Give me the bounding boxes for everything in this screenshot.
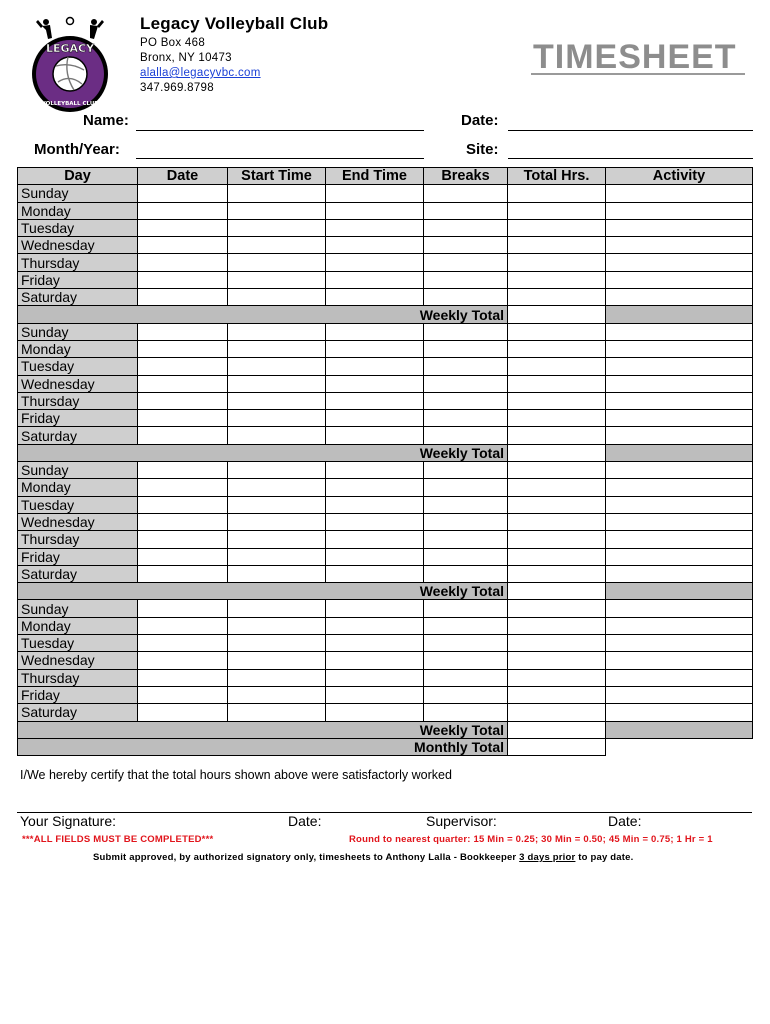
activity-cell[interactable] [606, 254, 753, 271]
start-time-cell[interactable] [228, 289, 326, 306]
date-cell[interactable] [138, 392, 228, 409]
breaks-cell[interactable] [424, 358, 508, 375]
day-cell: Thursday [18, 254, 138, 271]
table-row [18, 340, 753, 357]
breaks-cell[interactable] [424, 340, 508, 357]
site-label: Site: [466, 141, 499, 158]
weekly-total-label: Weekly Total [18, 583, 508, 600]
day-cell: Sunday [18, 462, 138, 479]
total-hrs-cell[interactable] [508, 669, 606, 686]
supervisor-date-label: Date: [608, 813, 642, 829]
activity-cell[interactable] [606, 479, 753, 496]
total-hrs-cell[interactable] [508, 531, 606, 548]
day-cell: Sunday [18, 323, 138, 340]
end-time-cell[interactable] [326, 237, 424, 254]
activity-cell[interactable] [606, 392, 753, 409]
club-logo [28, 16, 112, 116]
date-cell[interactable] [138, 219, 228, 236]
start-time-cell[interactable] [228, 686, 326, 703]
name-field[interactable] [136, 130, 424, 131]
weekly-total-label: Weekly Total [18, 306, 508, 323]
activity-cell[interactable] [606, 531, 753, 548]
date-cell[interactable] [138, 686, 228, 703]
end-time-cell[interactable] [326, 410, 424, 427]
certification-text: I/We hereby certify that the total hours shown above were satisfactorly worked [20, 768, 452, 782]
month-year-label: Month/Year: [34, 141, 120, 158]
submit-text-deadline: 3 days prior [519, 852, 576, 863]
date-cell[interactable] [138, 289, 228, 306]
start-time-cell[interactable] [228, 254, 326, 271]
breaks-cell[interactable] [424, 513, 508, 530]
weekly-total-hrs-cell[interactable] [508, 306, 606, 323]
end-time-cell[interactable] [326, 686, 424, 703]
end-time-cell[interactable] [326, 271, 424, 288]
date-cell[interactable] [138, 185, 228, 202]
total-hrs-cell[interactable] [508, 289, 606, 306]
date-cell[interactable] [138, 410, 228, 427]
day-cell: Friday [18, 686, 138, 703]
table-row [18, 254, 753, 271]
table-row [18, 600, 753, 617]
day-cell: Monday [18, 202, 138, 219]
title-underline [531, 73, 745, 75]
date-cell[interactable] [138, 340, 228, 357]
month-year-field[interactable] [136, 158, 424, 159]
end-time-cell[interactable] [326, 289, 424, 306]
breaks-cell[interactable] [424, 669, 508, 686]
breaks-cell[interactable] [424, 548, 508, 565]
total-hrs-cell[interactable] [508, 635, 606, 652]
table-row [18, 652, 753, 669]
start-time-cell[interactable] [228, 565, 326, 582]
table-row [18, 427, 753, 444]
weekly-total-row [18, 721, 753, 738]
end-time-cell[interactable] [326, 323, 424, 340]
day-cell: Monday [18, 479, 138, 496]
start-time-cell[interactable] [228, 600, 326, 617]
day-cell: Wednesday [18, 652, 138, 669]
submit-text-post: to pay date. [575, 852, 634, 863]
breaks-cell[interactable] [424, 686, 508, 703]
start-time-cell[interactable] [228, 410, 326, 427]
svg-text:VOLLEYBALL CLUB: VOLLEYBALL CLUB [41, 101, 99, 107]
start-time-cell[interactable] [228, 704, 326, 721]
date-cell[interactable] [138, 617, 228, 634]
day-cell: Friday [18, 271, 138, 288]
signature-date-label: Date: [288, 813, 322, 829]
date-label: Date: [461, 112, 499, 129]
total-hrs-cell[interactable] [508, 617, 606, 634]
date-cell[interactable] [138, 358, 228, 375]
start-time-cell[interactable] [228, 635, 326, 652]
start-time-cell[interactable] [228, 271, 326, 288]
activity-cell[interactable] [606, 427, 753, 444]
date-cell[interactable] [138, 237, 228, 254]
day-cell: Monday [18, 340, 138, 357]
table-row [18, 496, 753, 513]
total-hrs-cell[interactable] [508, 254, 606, 271]
start-time-cell[interactable] [228, 323, 326, 340]
day-cell: Tuesday [18, 358, 138, 375]
org-po-box: PO Box 468 [140, 37, 206, 49]
activity-cell[interactable] [606, 271, 753, 288]
activity-cell[interactable] [606, 462, 753, 479]
breaks-cell[interactable] [424, 392, 508, 409]
total-hrs-cell[interactable] [508, 219, 606, 236]
weekly-total-row [18, 306, 753, 323]
breaks-cell[interactable] [424, 185, 508, 202]
activity-cell[interactable] [606, 652, 753, 669]
breaks-cell[interactable] [424, 531, 508, 548]
weekly-total-activity-cell [606, 583, 753, 600]
breaks-cell[interactable] [424, 704, 508, 721]
total-hrs-cell[interactable] [508, 323, 606, 340]
submit-instructions [93, 852, 633, 863]
end-time-cell[interactable] [326, 462, 424, 479]
end-time-cell[interactable] [326, 340, 424, 357]
table-row [18, 185, 753, 202]
total-hrs-cell[interactable] [508, 479, 606, 496]
activity-cell[interactable] [606, 237, 753, 254]
activity-cell[interactable] [606, 669, 753, 686]
submit-text-pre: Submit approved, by authorized signatory only, timesheets to Anthony Lalla - Bookkeeper [93, 852, 520, 863]
end-time-cell[interactable] [326, 635, 424, 652]
day-cell: Saturday [18, 427, 138, 444]
weekly-total-hrs-cell[interactable] [508, 583, 606, 600]
table-row [18, 531, 753, 548]
activity-cell[interactable] [606, 704, 753, 721]
activity-cell[interactable] [606, 323, 753, 340]
weekly-total-label: Weekly Total [18, 444, 508, 461]
table-row [18, 237, 753, 254]
table-row [18, 462, 753, 479]
start-time-cell[interactable] [228, 496, 326, 513]
name-label: Name: [83, 112, 129, 129]
activity-cell[interactable] [606, 617, 753, 634]
end-time-cell[interactable] [326, 202, 424, 219]
weekly-total-activity-cell [606, 721, 753, 738]
monthly-total-label: Monthly Total [18, 738, 508, 755]
activity-cell[interactable] [606, 375, 753, 392]
end-time-cell[interactable] [326, 548, 424, 565]
col-header-end-time: End Time [326, 168, 424, 185]
activity-cell[interactable] [606, 635, 753, 652]
weekly-total-hrs-cell[interactable] [508, 721, 606, 738]
table-row [18, 202, 753, 219]
start-time-cell[interactable] [228, 185, 326, 202]
start-time-cell[interactable] [228, 548, 326, 565]
activity-cell[interactable] [606, 548, 753, 565]
weekly-total-activity-cell [606, 306, 753, 323]
date-cell[interactable] [138, 531, 228, 548]
end-time-cell[interactable] [326, 219, 424, 236]
day-cell: Wednesday [18, 237, 138, 254]
total-hrs-cell[interactable] [508, 652, 606, 669]
col-header-activity: Activity [606, 168, 753, 185]
end-time-cell[interactable] [326, 513, 424, 530]
breaks-cell[interactable] [424, 271, 508, 288]
day-cell: Thursday [18, 392, 138, 409]
day-cell: Sunday [18, 185, 138, 202]
table-row [18, 669, 753, 686]
start-time-cell[interactable] [228, 531, 326, 548]
col-header-start-time: Start Time [228, 168, 326, 185]
table-row [18, 271, 753, 288]
start-time-cell[interactable] [228, 375, 326, 392]
table-row [18, 617, 753, 634]
end-time-cell[interactable] [326, 427, 424, 444]
day-cell: Saturday [18, 565, 138, 582]
date-cell[interactable] [138, 323, 228, 340]
table-row [18, 635, 753, 652]
monthly-total-blank [606, 738, 753, 755]
col-header-day: Day [18, 168, 138, 185]
breaks-cell[interactable] [424, 202, 508, 219]
table-header-row [18, 168, 753, 185]
start-time-cell[interactable] [228, 462, 326, 479]
day-cell: Wednesday [18, 375, 138, 392]
org-email-link[interactable]: alalla@legacyvbc.com [140, 67, 261, 79]
all-fields-note: ***ALL FIELDS MUST BE COMPLETED*** [22, 834, 214, 845]
total-hrs-cell[interactable] [508, 513, 606, 530]
breaks-cell[interactable] [424, 410, 508, 427]
date-cell[interactable] [138, 704, 228, 721]
date-cell[interactable] [138, 254, 228, 271]
your-signature-label: Your Signature: [20, 813, 116, 829]
activity-cell[interactable] [606, 496, 753, 513]
day-cell: Wednesday [18, 513, 138, 530]
end-time-cell[interactable] [326, 600, 424, 617]
total-hrs-cell[interactable] [508, 462, 606, 479]
date-cell[interactable] [138, 652, 228, 669]
total-hrs-cell[interactable] [508, 496, 606, 513]
end-time-cell[interactable] [326, 704, 424, 721]
day-cell: Sunday [18, 600, 138, 617]
end-time-cell[interactable] [326, 565, 424, 582]
table-row [18, 392, 753, 409]
breaks-cell[interactable] [424, 565, 508, 582]
date-cell[interactable] [138, 548, 228, 565]
table-row [18, 323, 753, 340]
day-cell: Saturday [18, 704, 138, 721]
table-row [18, 513, 753, 530]
activity-cell[interactable] [606, 219, 753, 236]
start-time-cell[interactable] [228, 237, 326, 254]
org-phone: 347.969.8798 [140, 82, 214, 94]
end-time-cell[interactable] [326, 617, 424, 634]
date-cell[interactable] [138, 202, 228, 219]
start-time-cell[interactable] [228, 340, 326, 357]
col-header-total-hrs: Total Hrs. [508, 168, 606, 185]
signature-line[interactable] [17, 812, 752, 813]
activity-cell[interactable] [606, 340, 753, 357]
day-cell: Tuesday [18, 635, 138, 652]
day-cell: Tuesday [18, 219, 138, 236]
day-cell: Saturday [18, 289, 138, 306]
date-cell[interactable] [138, 669, 228, 686]
timesheet-title: TIMESHEET [533, 38, 737, 76]
end-time-cell[interactable] [326, 669, 424, 686]
end-time-cell[interactable] [326, 652, 424, 669]
total-hrs-cell[interactable] [508, 271, 606, 288]
start-time-cell[interactable] [228, 202, 326, 219]
breaks-cell[interactable] [424, 462, 508, 479]
end-time-cell[interactable] [326, 496, 424, 513]
date-cell[interactable] [138, 375, 228, 392]
total-hrs-cell[interactable] [508, 565, 606, 582]
activity-cell[interactable] [606, 600, 753, 617]
date-field[interactable] [508, 130, 753, 131]
breaks-cell[interactable] [424, 237, 508, 254]
day-cell: Friday [18, 410, 138, 427]
total-hrs-cell[interactable] [508, 340, 606, 357]
rounding-note: Round to nearest quarter: 15 Min = 0.25; 30 Min = 0.50; 45 Min = 0.75; 1 Hr = 1 [349, 834, 713, 845]
end-time-cell[interactable] [326, 375, 424, 392]
total-hrs-cell[interactable] [508, 358, 606, 375]
start-time-cell[interactable] [228, 617, 326, 634]
breaks-cell[interactable] [424, 254, 508, 271]
end-time-cell[interactable] [326, 254, 424, 271]
monthly-total-hrs-cell[interactable] [508, 738, 606, 755]
table-row [18, 548, 753, 565]
total-hrs-cell[interactable] [508, 202, 606, 219]
day-cell: Thursday [18, 531, 138, 548]
start-time-cell[interactable] [228, 652, 326, 669]
col-header-breaks: Breaks [424, 168, 508, 185]
start-time-cell[interactable] [228, 669, 326, 686]
breaks-cell[interactable] [424, 375, 508, 392]
breaks-cell[interactable] [424, 635, 508, 652]
total-hrs-cell[interactable] [508, 237, 606, 254]
org-city: Bronx, NY 10473 [140, 52, 232, 64]
end-time-cell[interactable] [326, 185, 424, 202]
breaks-cell[interactable] [424, 479, 508, 496]
end-time-cell[interactable] [326, 392, 424, 409]
table-row [18, 704, 753, 721]
weekly-total-activity-cell [606, 444, 753, 461]
date-cell[interactable] [138, 565, 228, 582]
org-name: Legacy Volleyball Club [140, 14, 329, 33]
weekly-total-hrs-cell[interactable] [508, 444, 606, 461]
end-time-cell[interactable] [326, 479, 424, 496]
table-row [18, 289, 753, 306]
day-cell: Thursday [18, 669, 138, 686]
total-hrs-cell[interactable] [508, 600, 606, 617]
activity-cell[interactable] [606, 185, 753, 202]
breaks-cell[interactable] [424, 600, 508, 617]
date-cell[interactable] [138, 462, 228, 479]
date-cell[interactable] [138, 513, 228, 530]
total-hrs-cell[interactable] [508, 185, 606, 202]
table-row [18, 565, 753, 582]
start-time-cell[interactable] [228, 392, 326, 409]
start-time-cell[interactable] [228, 479, 326, 496]
date-cell[interactable] [138, 271, 228, 288]
start-time-cell[interactable] [228, 219, 326, 236]
date-cell[interactable] [138, 479, 228, 496]
end-time-cell[interactable] [326, 531, 424, 548]
monthly-total-row [18, 738, 753, 755]
breaks-cell[interactable] [424, 496, 508, 513]
timesheet-table [17, 167, 753, 756]
date-cell[interactable] [138, 600, 228, 617]
table-row [18, 479, 753, 496]
table-row [18, 410, 753, 427]
end-time-cell[interactable] [326, 358, 424, 375]
day-cell: Tuesday [18, 496, 138, 513]
activity-cell[interactable] [606, 686, 753, 703]
col-header-date: Date [138, 168, 228, 185]
total-hrs-cell[interactable] [508, 392, 606, 409]
date-cell[interactable] [138, 427, 228, 444]
total-hrs-cell[interactable] [508, 410, 606, 427]
activity-cell[interactable] [606, 358, 753, 375]
breaks-cell[interactable] [424, 323, 508, 340]
weekly-total-row [18, 444, 753, 461]
table-row [18, 358, 753, 375]
total-hrs-cell[interactable] [508, 704, 606, 721]
breaks-cell[interactable] [424, 219, 508, 236]
breaks-cell[interactable] [424, 617, 508, 634]
table-row [18, 375, 753, 392]
activity-cell[interactable] [606, 410, 753, 427]
day-cell: Monday [18, 617, 138, 634]
table-row [18, 219, 753, 236]
total-hrs-cell[interactable] [508, 375, 606, 392]
site-field[interactable] [508, 158, 753, 159]
activity-cell[interactable] [606, 202, 753, 219]
org-info [140, 14, 328, 94]
activity-cell[interactable] [606, 513, 753, 530]
activity-cell[interactable] [606, 289, 753, 306]
total-hrs-cell[interactable] [508, 548, 606, 565]
timesheet-body [18, 185, 753, 756]
start-time-cell[interactable] [228, 513, 326, 530]
activity-cell[interactable] [606, 565, 753, 582]
start-time-cell[interactable] [228, 427, 326, 444]
supervisor-label: Supervisor: [426, 813, 497, 829]
total-hrs-cell[interactable] [508, 427, 606, 444]
date-cell[interactable] [138, 496, 228, 513]
day-cell: Friday [18, 548, 138, 565]
start-time-cell[interactable] [228, 358, 326, 375]
date-cell[interactable] [138, 635, 228, 652]
table-row [18, 686, 753, 703]
total-hrs-cell[interactable] [508, 686, 606, 703]
weekly-total-label: Weekly Total [18, 721, 508, 738]
weekly-total-row [18, 583, 753, 600]
svg-text:LEGACY: LEGACY [45, 42, 95, 55]
breaks-cell[interactable] [424, 427, 508, 444]
breaks-cell[interactable] [424, 289, 508, 306]
breaks-cell[interactable] [424, 652, 508, 669]
